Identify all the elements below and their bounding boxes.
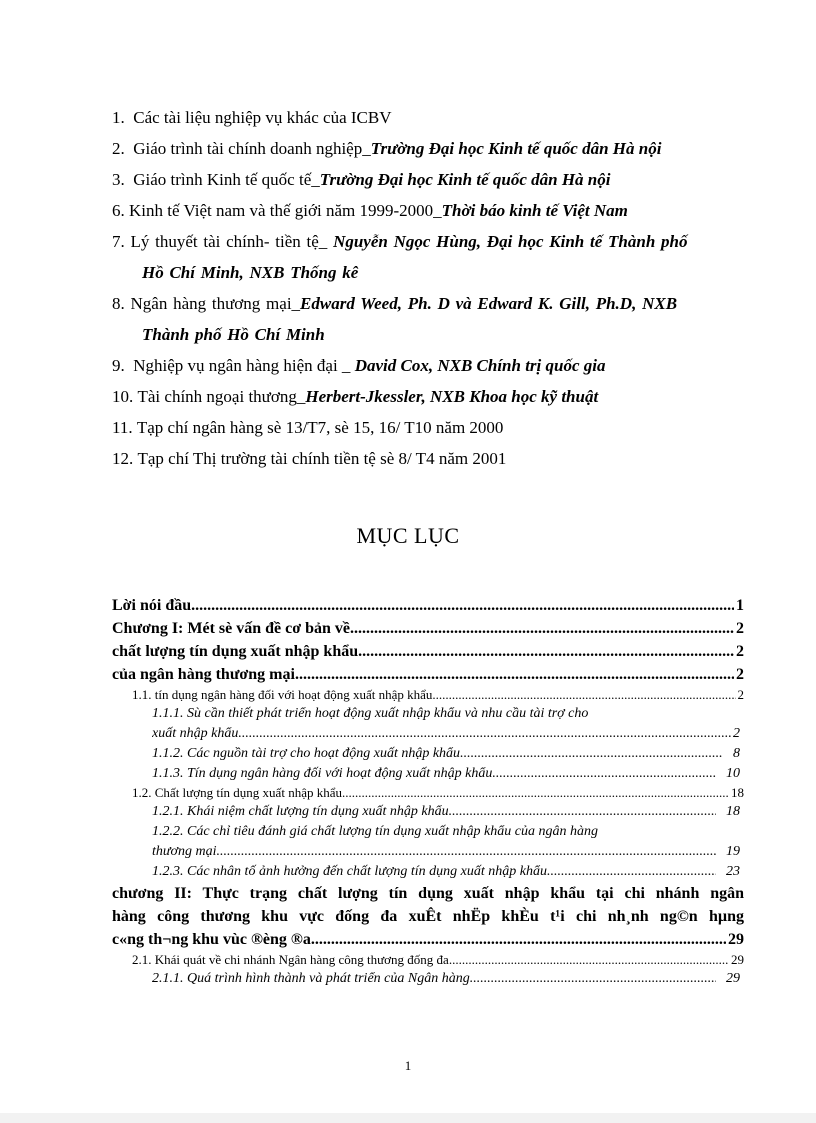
toc-entry[interactable]: 2.1.1. Quá trình hình thành và phát triển của Ngân hàng. ..... 29	[112, 969, 744, 989]
reference-item: 3. Giáo trình Kinh tế quốc tế_Trường Đại học Kinh tế quốc dân Hà nội	[112, 170, 611, 189]
reference-item: 7. Lý thuyết tài chính- tiền tệ_ Nguyễn Ngọc Hùng, Đại học Kinh tế Thành phố Hồ Chí Minh, NXB Thống kê	[112, 232, 688, 282]
page-bottom-edge	[0, 1113, 816, 1123]
toc-entry[interactable]: Chương I: Mét sè vấn đề cơ bản về ..... 2	[112, 617, 744, 640]
reference-item: 6. Kinh tế Việt nam và thế giới năm 1999-2000_Thời báo kinh tế Việt Nam	[112, 201, 628, 220]
reference-item: 8. Ngân hàng thương mại_Edward Weed, Ph. D và Edward K. Gill, Ph.D, NXB Thành phố Hồ Chí Minh	[112, 294, 678, 344]
toc-entry[interactable]: 1.2.1. Khái niệm chất lượng tín dụng xuất nhập khẩu ..... 18	[112, 802, 744, 822]
page-number: 1	[404, 1058, 412, 1073]
toc-entry[interactable]: 1.1.2. Các nguồn tài trợ cho hoạt động xuất nhập khẩu ..... 8	[112, 744, 744, 764]
toc-entry[interactable]: 1.1.3. Tín dụng ngân hàng đối với hoạt động xuất nhập khẩu ..... 10	[112, 764, 744, 784]
reference-item: 9. Nghiệp vụ ngân hàng hiện đại _ David Cox, NXB Chính trị quốc gia	[112, 356, 606, 375]
reference-item: 11. Tạp chí ngân hàng sè 13/T7, sè 15, 16/ T10 năm 2000	[112, 418, 504, 437]
toc-entry[interactable]: 1.2. Chất lượng tín dụng xuất nhập khẩu ..... 18	[112, 784, 744, 802]
reference-item: 12. Tạp chí Thị trường tài chính tiền tệ sè 8/ T4 năm 2001	[112, 449, 507, 468]
reference-item: 2. Giáo trình tài chính doanh nghiệp_Trường Đại học Kinh tế quốc dân Hà nội	[112, 139, 662, 158]
toc-title: MỤC LỤC	[356, 523, 460, 548]
toc-entry[interactable]: của ngân hàng thương mại ..... 2	[112, 663, 744, 686]
reference-item: 1. Các tài liệu nghiệp vụ khác của ICBV	[112, 108, 392, 127]
toc-entry[interactable]: 1.1.1. Sù cần thiết phát triển hoạt động xuất nhập khẩu và nhu cầu tài trợ cho xuất nhập khẩu ..... 2	[112, 704, 744, 744]
toc-entry[interactable]: chương II: Thực trạng chất lượng tín dụng xuất nhập khẩu tại chi nhánh ngân hàng công thương khu vực đống đa xuÊt nhËp khÈu t¹i chi nh¸nh ng©n hµng c«ng th¬ng khu vùc ®èng ®a ..... 29	[112, 882, 744, 951]
toc-entry[interactable]: 1.2.2. Các chỉ tiêu đánh giá chất lượng tín dụng xuất nhập khẩu của ngân hàng thương mại ..... 19	[112, 822, 744, 862]
toc-entry[interactable]: 2.1. Khái quát về chi nhánh Ngân hàng công thương đống đa ..... 29	[112, 951, 744, 969]
toc-entry[interactable]: 1.2.3. Các nhân tố ảnh hưởng đến chất lượng tín dụng xuất nhập khẩu ..... 23	[112, 862, 744, 882]
toc-entry[interactable]: Lời nói đầu ..... 1	[112, 594, 744, 617]
toc-entry[interactable]: 1.1. tín dụng ngân hàng đối với hoạt động xuất nhập khẩu ..... 2	[112, 686, 744, 704]
reference-item: 10. Tài chính ngoại thương_Herbert-Jkessler, NXB Khoa học kỹ thuật	[112, 387, 599, 406]
reference-list	[112, 102, 744, 474]
table-of-contents	[112, 594, 744, 989]
toc-entry[interactable]: chất lượng tín dụng xuất nhập khẩu ..... 2	[112, 640, 744, 663]
